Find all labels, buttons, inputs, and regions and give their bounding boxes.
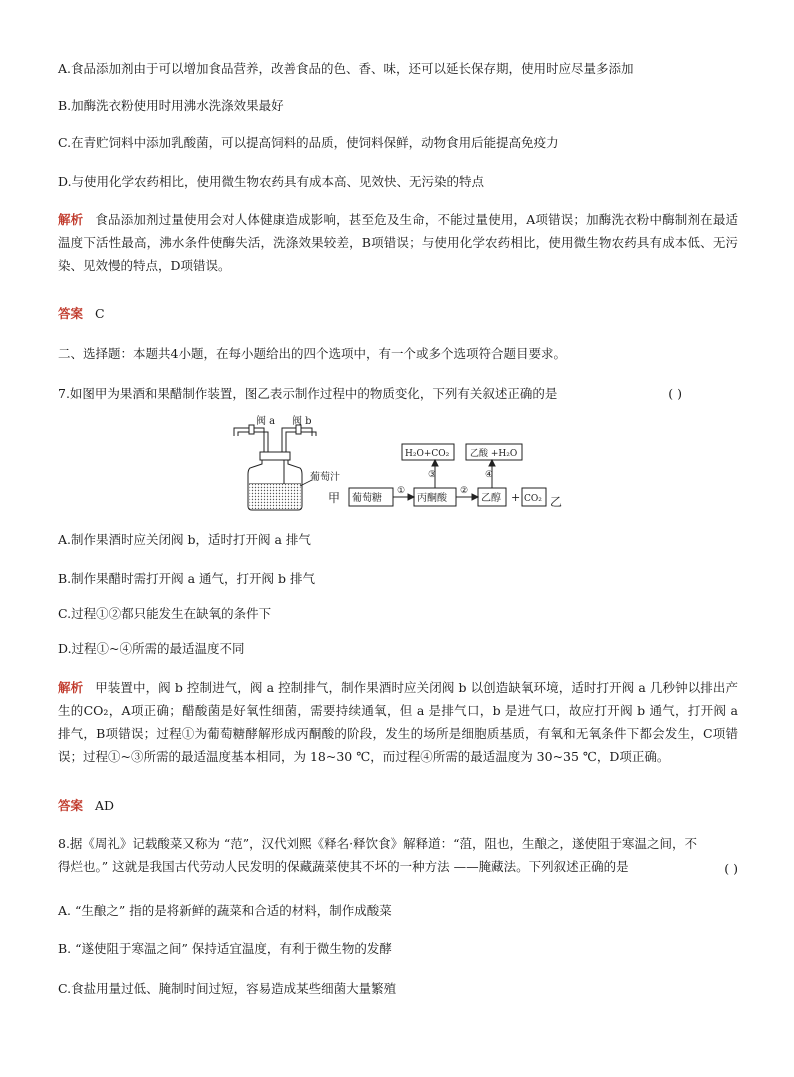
pyruvate-label: 丙酮酸: [417, 493, 447, 504]
section-heading: 二、选择题：本题共4小题，在每小题给出的四个选项中，有一个或多个选项符合题目要求。: [58, 346, 566, 361]
q8-answer-bracket: ( ): [724, 861, 738, 876]
q7-option-b: B.制作果醋时需打开阀 a 通气，打开阀 b 排气: [58, 571, 316, 586]
analysis-label: 解析: [58, 680, 84, 695]
q7-option-a: A.制作果酒时应关闭阀 b，适时打开阀 a 排气: [58, 532, 311, 547]
q6-option-a: A.食品添加剂由于可以增加食品营养，改善食品的色、香、味，还可以延长保存期，使用时应尽量多添加: [58, 61, 634, 76]
h2o-co2-label: H₂O+CO₂: [405, 449, 450, 459]
q6-answer: [58, 305, 738, 323]
plus-sign: +: [511, 491, 521, 504]
q7-figure: [230, 414, 570, 514]
q7-answer-value: AD: [95, 798, 115, 813]
grape-juice-liquid: [250, 484, 301, 509]
co2-label: CO₂: [524, 494, 542, 504]
q6-option-d: D.与使用化学农药相比，使用微生物农药具有成本高、见效快、无污染的特点: [58, 174, 485, 189]
answer-label: 答案: [58, 306, 84, 321]
q8-stem: 8.据《周礼》记载酸菜又称为 “范”，汉代刘熙《释名·释饮食》解释道：“菹，阻也，生酿之，遂使阻于寒温之间，不得烂也。” 这就是我国古代劳动人民发明的保藏蔬菜使其不坏的一种方法 ——腌藏法。下列叙述正确的是: [58, 836, 698, 874]
q7-analysis: [58, 676, 738, 768]
q7-stem: [58, 385, 738, 403]
q7-answer: [58, 797, 738, 815]
analysis-label: 解析: [58, 212, 84, 227]
q6-answer-value: C: [95, 306, 105, 321]
step-3-label: ③: [428, 470, 437, 480]
valve-a-label: 阀 a: [256, 416, 276, 427]
figure-label-jia: 甲: [328, 491, 341, 505]
glucose-label: 葡萄糖: [352, 493, 382, 504]
q7-analysis-text: 甲装置中，阀 b 控制进气，阀 a 控制排气，制作果酒时应关闭阀 b 以创造缺氧环境，适时打开阀 a 几秒钟以排出产生的CO₂，A项正确；醋酸菌是好氧性细菌，需要持续通氧，但 a 是排气口，b 是进气口，故应打开阀 b 通气，打开阀 a 排气，B项错误；过程①为葡萄糖酵解形成丙酮酸的阶段，发生的场所是细胞质基质，有氧和无氧条件下都会发生，C项错误；过程①~③所需的最适温度基本相同，为 18~30 ℃，而过程④所需的最适温度为 30~35 ℃，D项正确。: [58, 680, 738, 764]
q7-stem-text: 7.如图甲为果酒和果醋制作装置，图乙表示制作过程中的物质变化，下列有关叙述正确的是: [58, 386, 558, 401]
q6-analysis: [58, 208, 738, 277]
q6-option-b: B.加酶洗衣粉使用时用沸水洗涤效果最好: [58, 98, 284, 113]
q8-option-a: A. “生酿之” 指的是将新鲜的蔬菜和合适的材料，制作成酸菜: [58, 903, 392, 918]
step-4-label: ④: [485, 470, 494, 480]
step-2-label: ②: [460, 486, 469, 496]
ethanol-label: 乙醇: [481, 493, 501, 504]
q7-option-d: D.过程①~④所需的最适温度不同: [58, 641, 245, 656]
q8-option-c: C.食盐用量过低、腌制时间过短，容易造成某些细菌大量繁殖: [58, 981, 397, 996]
figure-label-yi: 乙: [550, 495, 563, 509]
valve-b-label: 阀 b: [292, 416, 312, 427]
answer-label: 答案: [58, 798, 84, 813]
valve-a-icon: [249, 425, 254, 434]
q8-option-b: B. “遂使阻于寒温之间” 保持适宜温度，有利于微生物的发酵: [58, 941, 392, 956]
q7-option-c: C.过程①②都只能发生在缺氧的条件下: [58, 606, 272, 621]
q7-answer-bracket: ( ): [668, 386, 682, 401]
q6-analysis-text: 食品添加剂过量使用会对人体健康造成影响，甚至危及生命，不能过量使用，A项错误；加酶洗衣粉中酶制剂在最适温度下活性最高，沸水条件使酶失活，洗涤效果较差，B项错误；与使用化学农药相比，使用微生物农药具有成本低、无污染、见效慢的特点，D项错误。: [58, 212, 738, 273]
step-1-label: ①: [397, 486, 406, 496]
q6-option-c: C.在青贮饲料中添加乳酸菌，可以提高饲料的品质，使饲料保鲜，动物食用后能提高免疫力: [58, 135, 559, 150]
acetic-acid-label: 乙酸 +H₂O: [470, 449, 518, 459]
juice-label: 葡萄汁: [310, 472, 340, 483]
